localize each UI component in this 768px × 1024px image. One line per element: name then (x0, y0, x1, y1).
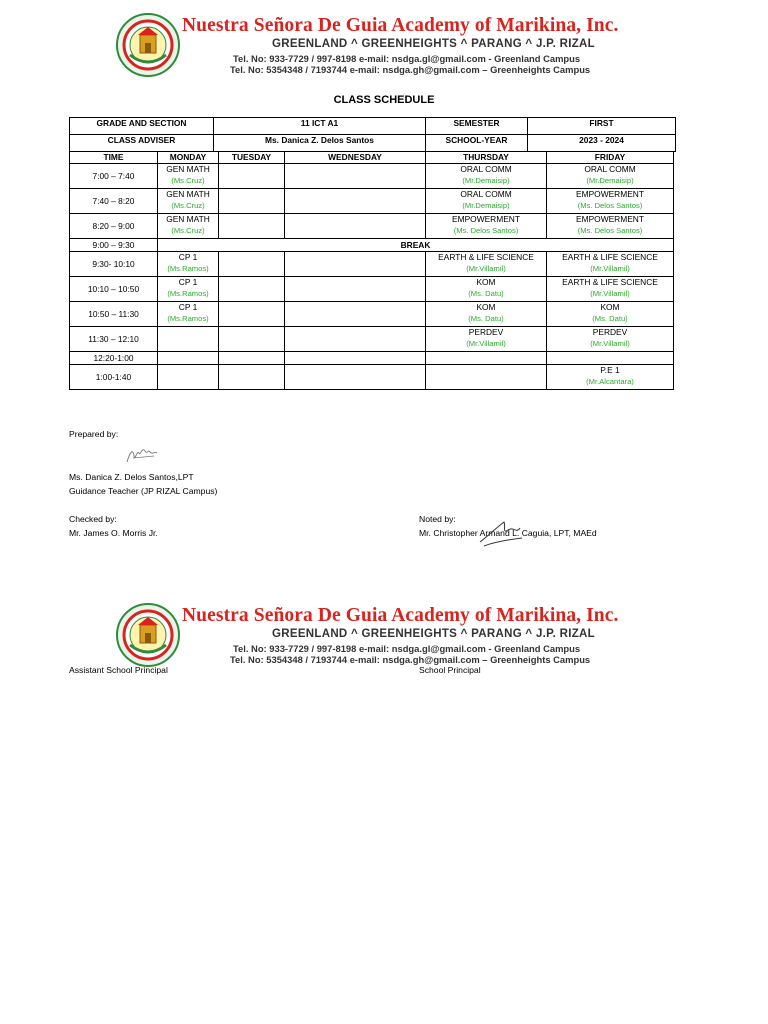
schedule-cell-thu (426, 252, 547, 277)
time-slot: 8:20 – 9:00 (70, 214, 158, 239)
schedule-cell-fri (547, 352, 674, 365)
time-slot: 10:50 – 11:30 (70, 302, 158, 327)
subject-name: GEN MATH (166, 214, 210, 224)
campus-list: GREENLAND ^ GREENHEIGHTS ^ PARANG ^ J.P. RIZAL (272, 628, 595, 640)
teacher-name: (Ms. Datu) (468, 314, 504, 323)
schedule-cell-mon (158, 214, 219, 239)
subject-name: PERDEV (592, 327, 628, 337)
prepared-by-title: Guidance Teacher (JP RIZAL Campus) (69, 486, 218, 496)
schedule-cell-thu (426, 277, 547, 302)
subject-name: EMPOWERMENT (452, 214, 520, 224)
subject-name: KOM (476, 277, 496, 287)
schedule-cell-thu (426, 352, 547, 365)
column-header-wednesday: WEDNESDAY (285, 152, 426, 164)
contact-greenheights: Tel. No: 5354348 / 7193744 e-mail: nsdga.gh@gmail.com – Greenheights Campus (230, 64, 591, 75)
contact-greenheights: Tel. No: 5354348 / 7193744 e-mail: nsdga.gh@gmail.com – Greenheights Campus (230, 654, 591, 665)
noted-by-title: School Principal (419, 665, 481, 675)
teacher-name: (Mr.Villamil) (466, 264, 506, 273)
table-row (70, 302, 674, 327)
time-slot: 9:30- 10:10 (70, 252, 158, 277)
checked-by-title: Assistant School Principal (69, 665, 168, 675)
schedule-cell-thu (426, 327, 547, 352)
table-row (70, 189, 674, 214)
teacher-name: (Mr.Demaisip) (462, 201, 510, 210)
schedule-cell-tue (219, 277, 285, 302)
schedule-cell-tue (219, 214, 285, 239)
schedule-cell-mon (158, 189, 219, 214)
schedule-cell-tue (219, 189, 285, 214)
schedule-cell-mon (158, 365, 219, 390)
contact-greenland: Tel. No: 933-7729 / 997-8198 e-mail: nsdga.gl@gmail.com - Greenland Campus (233, 643, 581, 654)
schedule-cell-fri (547, 302, 674, 327)
teacher-name: (Ms.Cruz) (171, 201, 205, 210)
adviser-value: Ms. Danica Z. Delos Santos (214, 135, 426, 152)
school-name: Nuestra Señora De Guia Academy of Marikina, Inc. (182, 15, 619, 36)
subject-name: KOM (476, 302, 496, 312)
schedule-cell-fri (547, 252, 674, 277)
teacher-name: (Mr.Demaisip) (586, 176, 634, 185)
subject-name: ORAL COMM (460, 164, 512, 174)
school-seal-logo (116, 603, 180, 667)
schedule-cell-tue (219, 365, 285, 390)
subject-name: ORAL COMM (584, 164, 636, 174)
teacher-name: (Ms. Delos Santos) (453, 226, 519, 235)
schedule-cell-thu (426, 302, 547, 327)
schedule-cell-fri (547, 327, 674, 352)
subject-name: EARTH & LIFE SCIENCE (438, 252, 534, 262)
grade-label: GRADE AND SECTION (70, 118, 214, 135)
time-slot: 11:30 – 12:10 (70, 327, 158, 352)
year-label: SCHOOL-YEAR (426, 135, 528, 152)
subject-name: EARTH & LIFE SCIENCE (562, 277, 658, 287)
table-row (70, 352, 674, 365)
table-row (70, 252, 674, 277)
schedule-cell-thu (426, 365, 547, 390)
table-row (70, 277, 674, 302)
teacher-name: (Mr.Alcantara) (586, 377, 634, 386)
noted-by-name: Mr. Christopher Armand L. Caguia, LPT, MAEd (419, 528, 597, 538)
schedule-cell-thu (426, 164, 547, 189)
schedule-cell-wed (285, 189, 426, 214)
schedule-cell-wed (285, 214, 426, 239)
column-header-time: TIME (70, 152, 158, 164)
time-slot: 12:20-1:00 (70, 352, 158, 365)
schedule-cell-thu (426, 189, 547, 214)
noted-by-label: Noted by: (419, 514, 456, 524)
table-row (70, 214, 674, 239)
subject-name: CP 1 (178, 252, 198, 262)
column-header-thursday: THURSDAY (426, 152, 547, 164)
table-row (70, 164, 674, 189)
subject-name: CP 1 (178, 302, 198, 312)
teacher-name: (Ms.Ramos) (167, 289, 209, 298)
teacher-name: (Mr.Villamil) (590, 339, 630, 348)
schedule-cell-fri (547, 277, 674, 302)
schedule-cell-mon (158, 352, 219, 365)
school-seal-logo (116, 13, 180, 77)
time-slot: 10:10 – 10:50 (70, 277, 158, 302)
subject-name: GEN MATH (166, 164, 210, 174)
subject-name: CP 1 (178, 277, 198, 287)
checked-by-name: Mr. James O. Morris Jr. (69, 528, 158, 538)
teacher-name: (Ms.Ramos) (167, 264, 209, 273)
schedule-cell-wed (285, 164, 426, 189)
schedule-cell-wed (285, 327, 426, 352)
teacher-name: (Ms. Delos Santos) (577, 226, 643, 235)
schedule-cell-mon (158, 327, 219, 352)
semester-label: SEMESTER (426, 118, 528, 135)
teacher-name: (Mr.Villamil) (590, 264, 630, 273)
time-slot: 7:40 – 8:20 (70, 189, 158, 214)
schedule-cell-wed (285, 277, 426, 302)
schedule-cell-tue (219, 302, 285, 327)
table-row (70, 239, 674, 252)
teacher-name: (Ms. Datu) (468, 289, 504, 298)
prepared-by-label: Prepared by: (69, 429, 119, 439)
teacher-name: (Ms.Cruz) (171, 176, 205, 185)
document-title: CLASS SCHEDULE (333, 94, 435, 106)
subject-name: EMPOWERMENT (576, 214, 644, 224)
schedule-cell-wed (285, 365, 426, 390)
schedule-cell-wed (285, 352, 426, 365)
teacher-name: (Mr.Villamil) (466, 339, 506, 348)
schedule-cell-mon (158, 277, 219, 302)
prepared-by-name: Ms. Danica Z. Delos Santos,LPT (69, 472, 194, 482)
schedule-cell-mon (158, 164, 219, 189)
schedule-cell-thu (426, 214, 547, 239)
teacher-name: (Mr.Villamil) (590, 289, 630, 298)
subject-name: GEN MATH (166, 189, 210, 199)
school-header (116, 13, 676, 93)
subject-name: KOM (600, 302, 620, 312)
subject-name: P.E 1 (600, 365, 620, 375)
table-row (70, 327, 674, 352)
year-value: 2023 - 2024 (528, 135, 676, 152)
school-header-repeat (116, 603, 676, 683)
signature-caguia (476, 516, 526, 552)
grade-value: 11 ICT A1 (214, 118, 426, 135)
time-slot: 7:00 – 7:40 (70, 164, 158, 189)
semester-value: FIRST (528, 118, 676, 135)
schedule-cell-fri (547, 164, 674, 189)
time-slot: 1:00-1:40 (70, 365, 158, 390)
subject-name: PERDEV (468, 327, 504, 337)
column-header-tuesday: TUESDAY (219, 152, 285, 164)
schedule-table (69, 151, 674, 390)
class-info-table (69, 117, 676, 152)
teacher-name: (Mr.Demaisip) (462, 176, 510, 185)
subject-name: EARTH & LIFE SCIENCE (562, 252, 658, 262)
column-header-friday: FRIDAY (547, 152, 674, 164)
campus-list: GREENLAND ^ GREENHEIGHTS ^ PARANG ^ J.P. RIZAL (272, 38, 595, 50)
teacher-name: (Ms.Ramos) (167, 314, 209, 323)
schedule-cell-tue (219, 252, 285, 277)
checked-by-label: Checked by: (69, 514, 117, 524)
schedule-cell-tue (219, 164, 285, 189)
break-cell: BREAK (158, 239, 674, 252)
schedule-cell-tue (219, 352, 285, 365)
teacher-name: (Ms. Delos Santos) (577, 201, 643, 210)
schedule-cell-fri (547, 365, 674, 390)
schedule-cell-wed (285, 252, 426, 277)
schedule-cell-mon (158, 302, 219, 327)
schedule-cell-fri (547, 189, 674, 214)
schedule-cell-tue (219, 327, 285, 352)
contact-greenland: Tel. No: 933-7729 / 997-8198 e-mail: nsdga.gl@gmail.com - Greenland Campus (233, 53, 581, 64)
time-slot: 9:00 – 9:30 (70, 239, 158, 252)
subject-name: EMPOWERMENT (576, 189, 644, 199)
teacher-name: (Ms. Datu) (592, 314, 628, 323)
schedule-cell-fri (547, 214, 674, 239)
signature-delos-santos (124, 443, 160, 467)
adviser-label: CLASS ADVISER (70, 135, 214, 152)
schedule-cell-wed (285, 302, 426, 327)
table-row (70, 365, 674, 390)
column-header-monday: MONDAY (158, 152, 219, 164)
subject-name: ORAL COMM (460, 189, 512, 199)
school-name: Nuestra Señora De Guia Academy of Marikina, Inc. (182, 605, 619, 626)
teacher-name: (Ms.Cruz) (171, 226, 205, 235)
schedule-cell-mon (158, 252, 219, 277)
